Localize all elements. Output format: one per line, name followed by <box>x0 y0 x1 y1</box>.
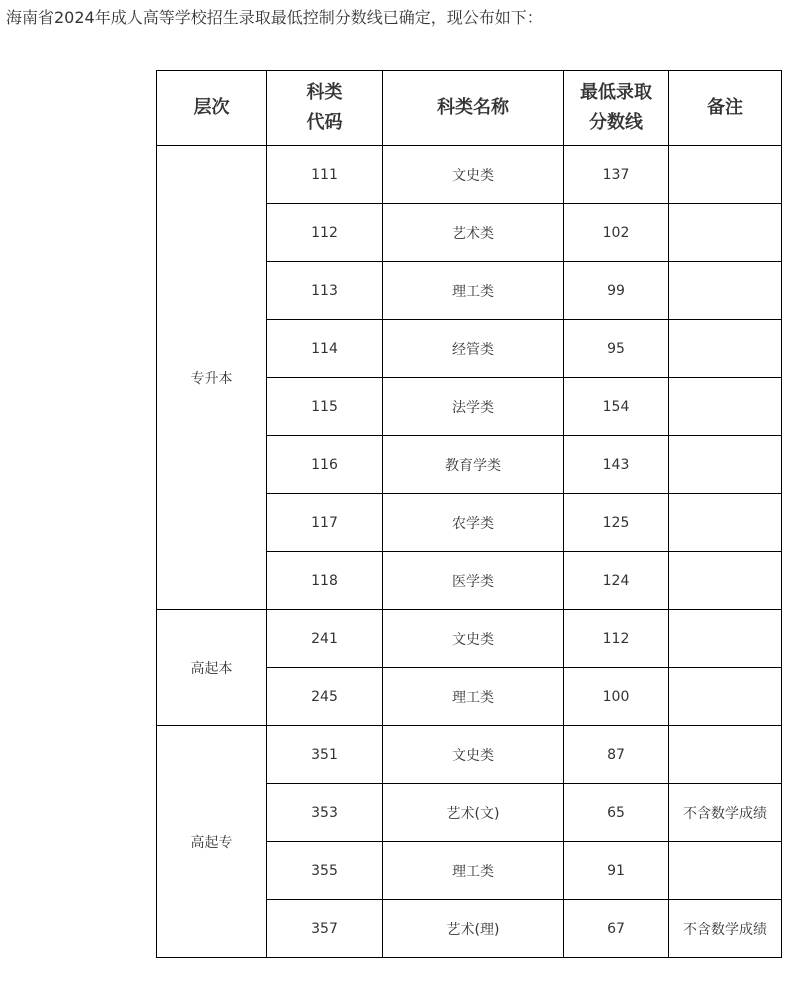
table-row <box>157 610 782 668</box>
header-code: 科类 代码 <box>267 71 383 146</box>
code-cell: 351 <box>267 726 383 784</box>
name-cell: 文史类 <box>383 726 564 784</box>
note-cell: 不含数学成绩 <box>669 900 782 958</box>
note-cell <box>669 378 782 436</box>
name-cell: 经管类 <box>383 320 564 378</box>
code-cell: 118 <box>267 552 383 610</box>
score-cell: 100 <box>564 668 669 726</box>
note-cell <box>669 726 782 784</box>
name-cell: 理工类 <box>383 262 564 320</box>
score-cell: 87 <box>564 726 669 784</box>
score-cell: 112 <box>564 610 669 668</box>
note-cell <box>669 320 782 378</box>
score-cell: 143 <box>564 436 669 494</box>
table-row <box>157 146 782 204</box>
name-cell: 文史类 <box>383 146 564 204</box>
name-cell: 教育学类 <box>383 436 564 494</box>
name-cell: 农学类 <box>383 494 564 552</box>
code-cell: 113 <box>267 262 383 320</box>
intro-text: 海南省2024年成人高等学校招生录取最低控制分数线已确定，现公布如下： <box>6 8 543 27</box>
code-cell: 353 <box>267 784 383 842</box>
header-name: 科类名称 <box>383 71 564 146</box>
code-cell: 114 <box>267 320 383 378</box>
table-header-row <box>157 71 782 146</box>
header-note: 备注 <box>669 71 782 146</box>
note-cell <box>669 842 782 900</box>
level-cell: 高起本 <box>157 610 267 726</box>
code-cell: 357 <box>267 900 383 958</box>
note-cell <box>669 436 782 494</box>
score-cell: 125 <box>564 494 669 552</box>
note-cell <box>669 494 782 552</box>
name-cell: 法学类 <box>383 378 564 436</box>
level-cell: 高起专 <box>157 726 267 958</box>
note-cell <box>669 262 782 320</box>
score-cell: 137 <box>564 146 669 204</box>
code-cell: 112 <box>267 204 383 262</box>
table-row <box>157 726 782 784</box>
score-cell: 91 <box>564 842 669 900</box>
score-cell: 95 <box>564 320 669 378</box>
note-cell <box>669 668 782 726</box>
name-cell: 艺术(理) <box>383 900 564 958</box>
code-cell: 241 <box>267 610 383 668</box>
score-cell: 65 <box>564 784 669 842</box>
note-cell <box>669 552 782 610</box>
code-cell: 111 <box>267 146 383 204</box>
score-cell: 67 <box>564 900 669 958</box>
score-cell: 154 <box>564 378 669 436</box>
code-cell: 115 <box>267 378 383 436</box>
header-level: 层次 <box>157 71 267 146</box>
name-cell: 医学类 <box>383 552 564 610</box>
level-cell: 专升本 <box>157 146 267 610</box>
name-cell: 文史类 <box>383 610 564 668</box>
code-cell: 117 <box>267 494 383 552</box>
note-cell <box>669 610 782 668</box>
name-cell: 艺术类 <box>383 204 564 262</box>
score-cell: 124 <box>564 552 669 610</box>
note-cell: 不含数学成绩 <box>669 784 782 842</box>
name-cell: 理工类 <box>383 842 564 900</box>
score-cell: 102 <box>564 204 669 262</box>
name-cell: 理工类 <box>383 668 564 726</box>
score-cell: 99 <box>564 262 669 320</box>
note-cell <box>669 204 782 262</box>
header-score: 最低录取 分数线 <box>564 71 669 146</box>
code-cell: 116 <box>267 436 383 494</box>
note-cell <box>669 146 782 204</box>
code-cell: 245 <box>267 668 383 726</box>
score-table <box>156 70 782 958</box>
code-cell: 355 <box>267 842 383 900</box>
name-cell: 艺术(文) <box>383 784 564 842</box>
